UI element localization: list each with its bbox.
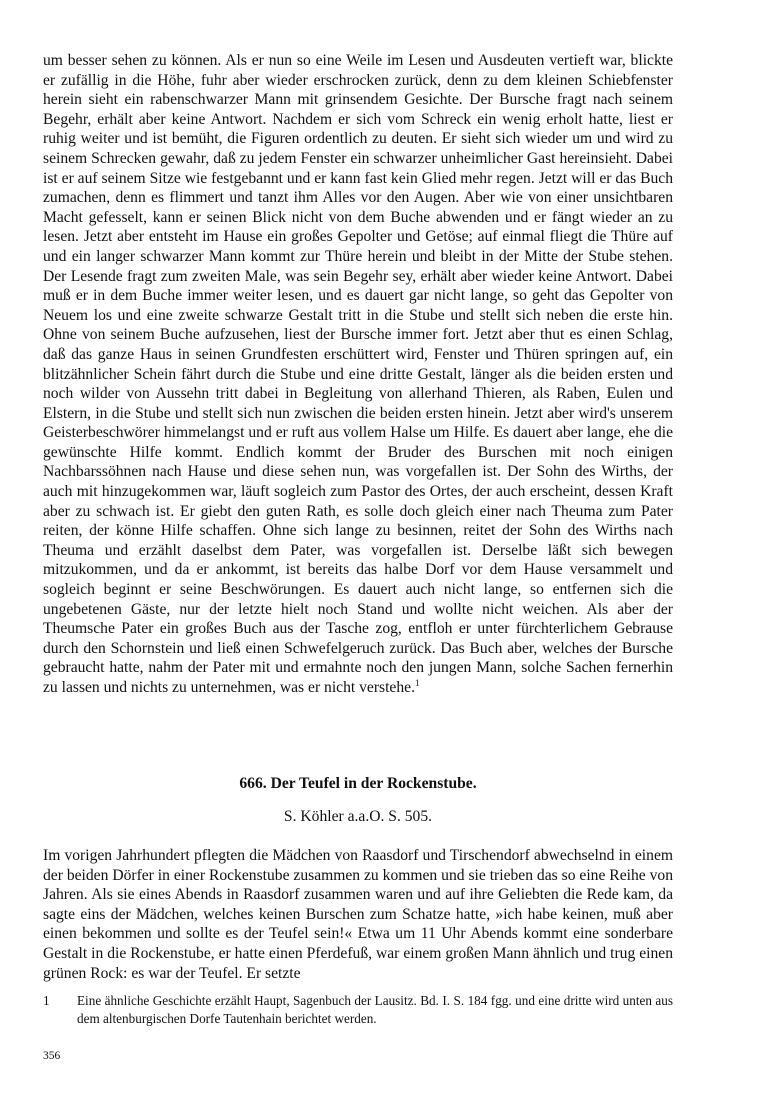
footnote-number: 1 <box>43 993 50 1008</box>
paragraph-1-text: um besser sehen zu können. Als er nun so eine Weile im Lesen und Ausdeuten vertieft war, blickte er zufällig in die Höhe, fuhr aber wieder erschrocken zurück, denn zu dem kleinen Schiebfenster herein sieht ein rabenschwarzer Mann mit grinsendem Gesichte. Der Bursche fragt nach seinem Begehr, erhält aber keine Antwort. Nachdem er sich vom Schreck ein wenig erholt hatte, liest er ruhig weiter und ist bemüht, die Figuren ordentlich zu deuten. Er sieht sich wieder um und wird zu seinem Schrecken gewahr, daß zu jedem Fenster ein schwarzer unheimlicher Gast hereinsieht. Dabei ist er auf seinem Sitze wie festgebannt und er kann fast kein Glied mehr regen. Jetzt will er das Buch zumachen, denn es flimmert und tanzt ihm Alles vor den Augen. Aber wie von einer unsichtbaren Macht gefesselt, kann er seinen Blick nicht von dem Buche abwenden und er fängt wieder an zu lesen. Jetzt aber entsteht im Hause ein großes Gepolter und Getöse; auf einmal fliegt die Thüre auf und ein langer schwarzer Mann kommt zur Thüre herein und bleibt in der Mitte der Stube stehen. Der Lesende fragt zum zweiten Male, was sein Begehr sey, erhält aber wieder keine Antwort. Dabei muß er in dem Buche immer weiter lesen, und es dauert gar nicht lange, so geht das Gepolter von Neuem los und eine zweite schwarze Gestalt tritt in die Stube und stellt sich neben die erste hin. Ohne von seinem Buche aufzusehen, liest der Bursche immer fort. Jetzt aber thut es einen Schlag, daß das ganze Haus in seinen Grundfesten erschüttert wird, Fenster und Thüren springen auf, ein blitzähnlicher Schein fährt durch die Stube und eine dritte Gestalt, länger als die beiden ersten und noch wilder von Aussehn tritt dabei in Begleitung von allerhand Thieren, als Raben, Eulen und Elstern, in die Stube und stellt sich nun zwischen die beiden ersten hinein. Jetzt aber wird's unserem Geisterbeschwörer himmelangst und er ruft aus vollem Halse um Hilfe. Es dauert aber lange, ehe die gewünschte Hilfe kommt. Endlich kommt der Bruder des Burschen mit noch einigen Nachbarssöhnen nach Hause und diese sehen nun, was vorgefallen ist. Der Sohn des Wirths, der auch mit hinzugekommen war, läuft sogleich zum Pastor des Ortes, der auch erscheint, dessen Kraft aber zu schwach ist. Er giebt den guten Rath, es solle doch gleich einer nach Theuma zum Pater reiten, der könne Hilfe schaffen. Ohne sich lange zu besinnen, reitet der Sohn des Wirths nach Theuma und erzählt daselbst dem Pater, was vorgefallen ist. Derselbe läßt sich bewegen mitzukommen, und da er ankommt, ist bereits das halbe Dorf vor dem Hause versammelt und sogleich beginnt er seine Beschwörungen. Es dauert auch nicht lange, so entfernen sich die ungebetenen Gäste, nur der letzte hielt noch Stand und wollte nicht weichen. Als aber der Theumsche Pater ein großes Buch aus der Tasche zog, entfloh er unter fürchterlichem Gebrause durch den Schornstein und ließ einen Schwefelgeruch zurück. Das Buch aber, welches der Bursche gebraucht hatte, nahm der Pater mit und ermahnte noch den jungen Mann, solche Sachen fernerhin zu lassen und nichts zu unternehmen, was er nicht verstehe. <box>43 52 673 696</box>
footnote-reference: 1 <box>414 677 420 688</box>
page-number: 356 <box>43 1050 61 1062</box>
section-heading: 666. Der Teufel in der Rockenstube. <box>239 775 477 792</box>
footnote <box>43 992 673 1028</box>
body-paragraph-2: Im vorigen Jahrhundert pflegten die Mädchen von Raasdorf und Tirschendorf abwechselnd in einem der beiden Dörfer in einer Rockenstube zusammen zu kommen und sie trieben das so eine Reihe von Jahren. Als sie eines Abends in Raasdorf zusammen waren und auf ihre Geliebten die Rede kam, da sagte eins der Mädchen, welches keinen Burschen zum Schatze hatte, »ich habe keinen, muß aber einen bekommen und sollte es der Teufel sein!« Etwa um 11 Uhr Abends kommt eine sonderbare Gestalt in die Rockenstube, er hatte einen Pferdefuß, war einem großen Mann ähnlich und trug einen grünen Rock: es war der Teufel. Er setzte <box>43 847 673 982</box>
body-paragraph-1 <box>43 51 673 698</box>
footnote-text: Eine ähnliche Geschichte erzählt Haupt, Sagenbuch der Lausitz. Bd. I. S. 184 fgg. und eine dritte wird unten aus dem altenburgischen Dorfe Tautenhain berichtet werden. <box>77 993 673 1026</box>
source-citation: S. Köhler a.a.O. S. 505. <box>283 808 433 825</box>
